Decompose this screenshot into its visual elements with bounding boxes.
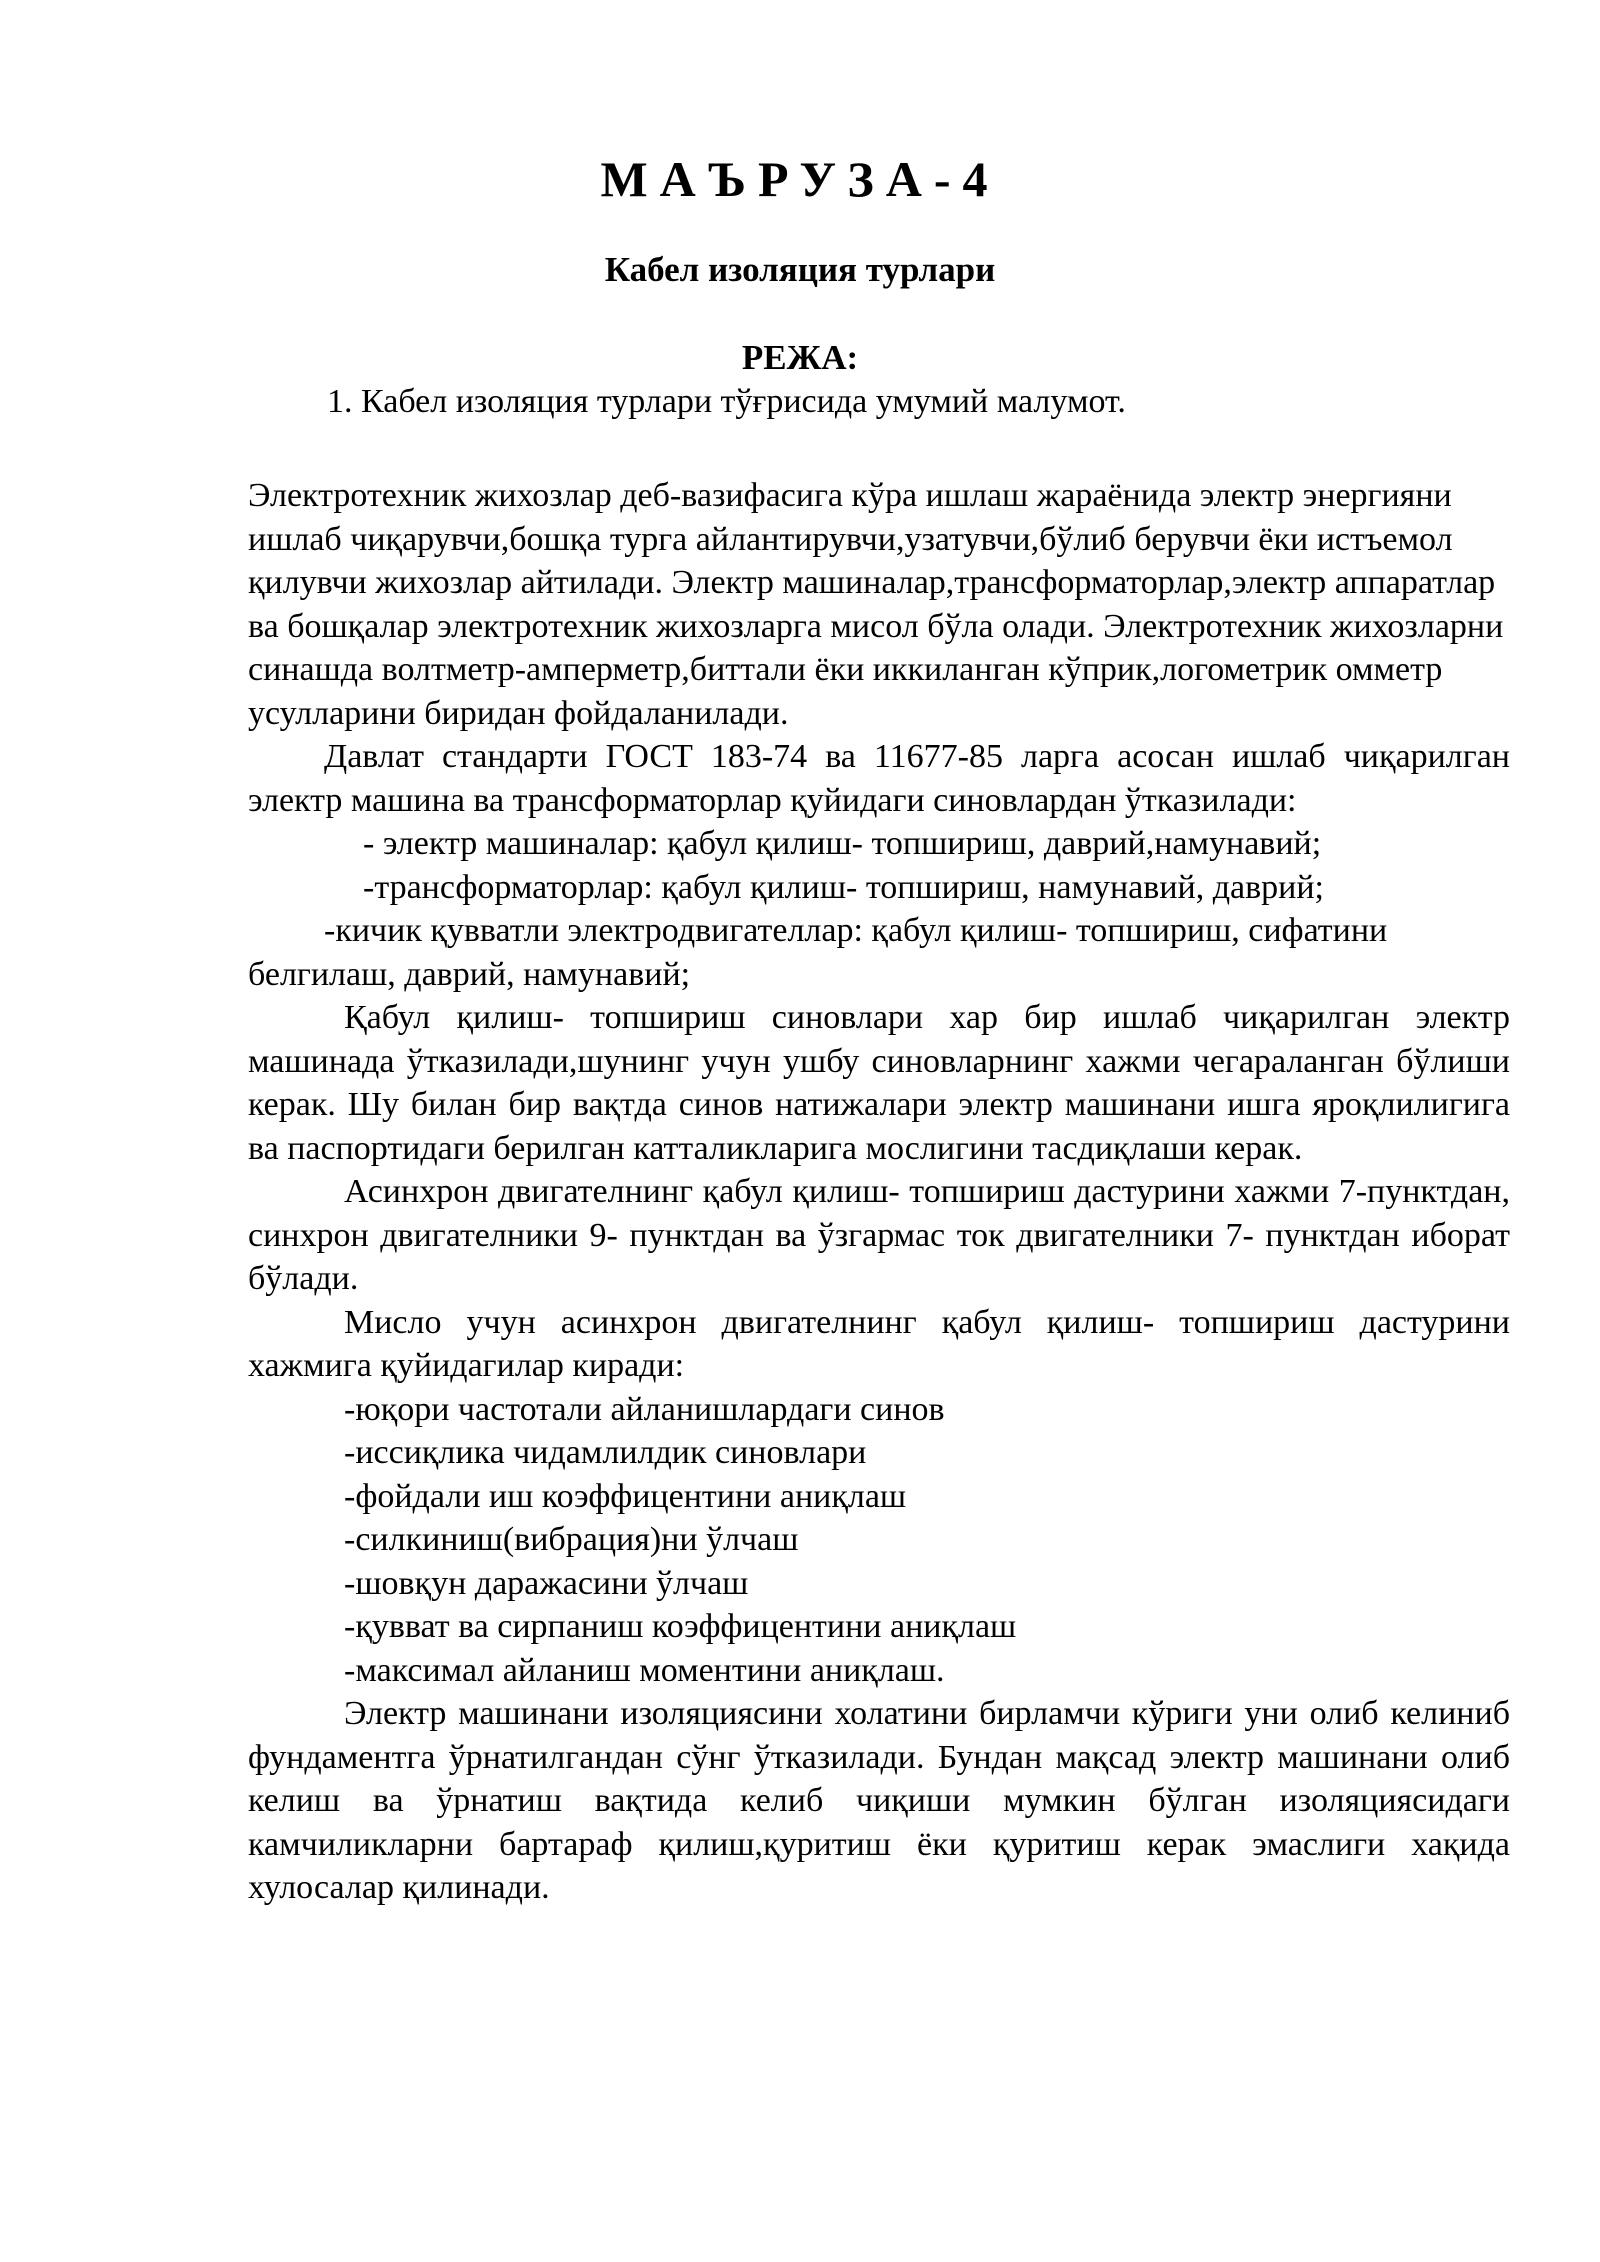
list-item: -кичик қувватли электродвигателлар: қабул қилиш- топшириш, сифатини белгилаш, даврий, намунавий; [248,912,1388,993]
paragraph-program-scope: Асинхрон двигателнинг қабул қилиш- топшириш дастурини хажми 7-пунктдан, синхрон двигателники 9- пунктдан ва ўзгармас ток двигателники 7- пунктдан иборат бўлади. [248,1173,1510,1297]
paragraph-acceptance-tests: Қабул қилиш- топшириш синовлари хар бир ишлаб чиқарилган электр машинада ўтказилади,шунинг учун ушбу синовларнинг хажми чегараланган бўлиши керак. Шу билан бир вақтда синов натижалари электр машинани ишга яроқлилигига ва паспортидаги берилган катталикларига мослигини тасдиқлаши керак. [248,999,1510,1167]
list-item: -силкиниш(вибрация)ни ўлчаш [344,1521,799,1558]
list-item: -максимал айланиш моментини аниқлаш. [344,1651,945,1689]
paragraph-definition: Электротехник жихозлар деб-вазифасига кўра ишлаш жараёнида электр энергияни ишлаб чиқарувчи,бошқа турга айлантирувчи,узатувчи,бўлиб берувчи ёки истъемол қилувчи жихозлар айтилади. Электр машиналар,трансформаторлар,электр аппаратлар ва бошқалар электротехник жихозларга мисол бўла олади. Электротехник жихозларни синашда волтметр-амперметр,биттали ёки иккиланган кўприк,логометрик омметр усулларини биридан фойдаланилади. [248,477,1504,732]
document-body [248,474,1510,1910]
list-item: -трансформаторлар: қабул қилиш- топшириш, намунавий, даврий; [363,868,1324,906]
paragraph-insulation-inspection: Электр машинани изоляциясини холатини бирламчи кўриги уни олиб келиниб фундаментга ўрнатилгандан сўнг ўтказилади. Бундан мақсад электр машинани олиб келиш ва ўрнатиш вақтида келиб чиқиши мумкин бўлган изоляциясидаги камчиликларни бартараф қилиш,қуритиш ёки қуритиш керак эмаслиги хақида хулосалар қилинади. [248,1695,1510,1906]
lecture-subtitle: Кабел изоляция турлари [604,250,996,289]
list-item: -қувват ва сирпаниш коэффицентини аниқлаш [344,1608,1017,1645]
plan-heading: РЕЖА: [741,338,859,377]
paragraph-standards: Давлат стандарти ГОСТ 183-74 ва 11677-85 ларга асосан ишлаб чиқарилган электр машина ва трансформаторлар қуйидаги синовлардан ўтказилади: [248,738,1510,819]
list-item: -иссиқлика чидамлилдик синовлари [344,1434,867,1471]
list-item: -фойдали иш коэффицентини аниқлаш [344,1477,907,1515]
list-item: - электр машиналар: қабул қилиш- топшириш, даврий,намунавий; [363,825,1322,862]
plan-item: 1. Кабел изоляция турлари тўғрисида умумий малумот. [327,383,1126,420]
list-item: -юқори частотали айланишлардаги синов [344,1390,945,1428]
list-item: -шовқун даражасини ўлчаш [344,1564,749,1602]
lecture-title: МАЪРУЗА-4 [600,151,1000,207]
paragraph-example: Мисло учун асинхрон двигателнинг қабул қилиш- топшириш дастурини хажмига қуйидагилар киради: [248,1303,1510,1384]
